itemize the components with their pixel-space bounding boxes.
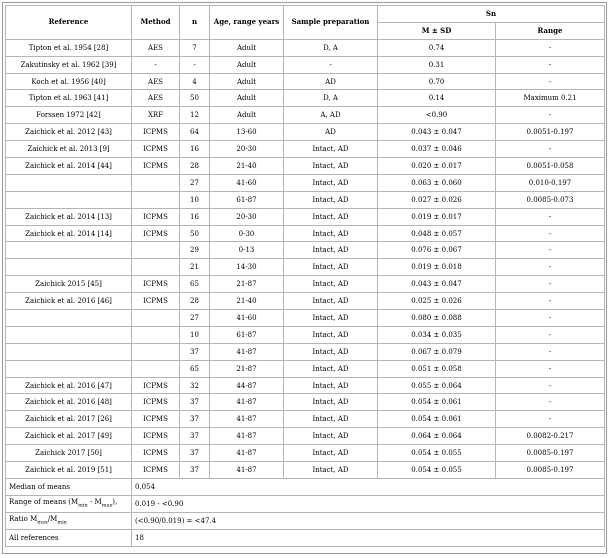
age-cell: Adult: [210, 107, 284, 124]
table-row: [6, 141, 605, 158]
range-cell: -: [496, 360, 605, 377]
summary-row-range: [6, 495, 605, 512]
n-cell: 27: [180, 174, 210, 191]
range-cell: 0.0051-0.058: [496, 158, 605, 175]
range-cell: -: [496, 56, 605, 73]
reference-cell: [6, 242, 132, 259]
sample-cell: Intact, AD: [284, 242, 378, 259]
table-row: [6, 428, 605, 445]
age-cell: 20-30: [210, 141, 284, 158]
header-row-1: [6, 6, 605, 23]
sample-cell: -: [284, 56, 378, 73]
n-cell: 28: [180, 293, 210, 310]
range-cell: Maximum 0.21: [496, 90, 605, 107]
col-header-n: n: [180, 6, 210, 40]
method-cell: AES: [132, 39, 180, 56]
label-part: - M: [87, 498, 102, 507]
n-cell: -: [180, 56, 210, 73]
method-cell: ICPMS: [132, 411, 180, 428]
mean-sd-cell: 0.043 ± 0.047: [378, 276, 496, 293]
reference-cell: Zaichick et al. 2017 [49]: [6, 428, 132, 445]
age-cell: 13-60: [210, 124, 284, 141]
col-header-reference: Reference: [6, 6, 132, 40]
label-subscript: max: [37, 519, 48, 526]
method-cell: [132, 326, 180, 343]
method-cell: ICPMS: [132, 276, 180, 293]
sample-cell: Intact, AD: [284, 276, 378, 293]
table-row: [6, 394, 605, 411]
range-cell: 0.0085-0.073: [496, 191, 605, 208]
age-cell: Adult: [210, 56, 284, 73]
mean-sd-cell: 0.067 ± 0.079: [378, 343, 496, 360]
sample-cell: Intact, AD: [284, 208, 378, 225]
col-header-element: Sn: [378, 6, 605, 23]
age-cell: 61-87: [210, 326, 284, 343]
range-cell: -: [496, 141, 605, 158]
age-cell: 0-13: [210, 242, 284, 259]
age-cell: 21-40: [210, 293, 284, 310]
age-cell: 41-60: [210, 174, 284, 191]
age-cell: Adult: [210, 39, 284, 56]
n-cell: 21: [180, 259, 210, 276]
reference-cell: Zaichick et al. 2014 [14]: [6, 225, 132, 242]
sample-cell: AD: [284, 73, 378, 90]
table-row: [6, 39, 605, 56]
range-cell: -: [496, 107, 605, 124]
sample-cell: Intact, AD: [284, 462, 378, 479]
reference-cell: Zaichick et al. 2013 [9]: [6, 141, 132, 158]
range-cell: -: [496, 259, 605, 276]
mean-sd-cell: 0.064 ± 0.064: [378, 428, 496, 445]
n-cell: 65: [180, 360, 210, 377]
mean-sd-cell: 0.019 ± 0.018: [378, 259, 496, 276]
mean-sd-cell: 0.027 ± 0.026: [378, 191, 496, 208]
table-row: [6, 90, 605, 107]
n-cell: 10: [180, 191, 210, 208]
reference-cell: Tipton et al. 1963 [41]: [6, 90, 132, 107]
range-cell: 0.0051-0.197: [496, 124, 605, 141]
reference-cell: Zaichick et al. 2012 [43]: [6, 124, 132, 141]
method-cell: ICPMS: [132, 377, 180, 394]
col-header-sample: Sample preparation: [284, 6, 378, 40]
sample-cell: Intact, AD: [284, 394, 378, 411]
range-cell: -: [496, 242, 605, 259]
age-cell: 21-87: [210, 276, 284, 293]
summary-row-ratio: [6, 512, 605, 529]
table-row: [6, 225, 605, 242]
n-cell: 7: [180, 39, 210, 56]
summary-label: [6, 512, 132, 529]
reference-cell: Zaichick et al. 2016 [47]: [6, 377, 132, 394]
mean-sd-cell: 0.025 ± 0.026: [378, 293, 496, 310]
reference-cell: Zaichick et al. 2017 [26]: [6, 411, 132, 428]
sample-cell: Intact, AD: [284, 411, 378, 428]
age-cell: 41-87: [210, 394, 284, 411]
table-row: [6, 107, 605, 124]
n-cell: 64: [180, 124, 210, 141]
table-body: [6, 39, 605, 478]
summary-body: [6, 478, 605, 546]
method-cell: ICPMS: [132, 462, 180, 479]
method-cell: [132, 360, 180, 377]
range-cell: 0.0085-0.197: [496, 462, 605, 479]
n-cell: 50: [180, 225, 210, 242]
summary-row-all: [6, 529, 605, 546]
range-cell: -: [496, 343, 605, 360]
reference-cell: Zaichick et al. 2014 [13]: [6, 208, 132, 225]
age-cell: 41-87: [210, 343, 284, 360]
reference-cell: Koch et al. 1956 [40]: [6, 73, 132, 90]
n-cell: 37: [180, 428, 210, 445]
mean-sd-cell: 0.055 ± 0.064: [378, 377, 496, 394]
reference-cell: [6, 326, 132, 343]
table-row: [6, 242, 605, 259]
age-cell: Adult: [210, 90, 284, 107]
range-cell: 0.0085-0.197: [496, 445, 605, 462]
n-cell: 37: [180, 394, 210, 411]
col-header-method: Method: [132, 6, 180, 40]
range-cell: -: [496, 225, 605, 242]
sample-cell: Intact, AD: [284, 343, 378, 360]
mean-sd-cell: 0.74: [378, 39, 496, 56]
mean-sd-cell: 0.054 ± 0.055: [378, 445, 496, 462]
age-cell: 41-87: [210, 411, 284, 428]
summary-label: Median of means: [6, 478, 132, 495]
range-cell: -: [496, 394, 605, 411]
method-cell: -: [132, 56, 180, 73]
age-cell: 61-87: [210, 191, 284, 208]
sample-cell: Intact, AD: [284, 377, 378, 394]
range-cell: 0.010-0.197: [496, 174, 605, 191]
n-cell: 37: [180, 462, 210, 479]
age-cell: 41-87: [210, 445, 284, 462]
method-cell: ICPMS: [132, 124, 180, 141]
range-cell: -: [496, 326, 605, 343]
summary-value: (<0.90/0.019) = <47.4: [132, 512, 605, 529]
mean-sd-cell: 0.037 ± 0.046: [378, 141, 496, 158]
n-cell: 65: [180, 276, 210, 293]
table-row: [6, 445, 605, 462]
sample-cell: AD: [284, 124, 378, 141]
table-row: [6, 377, 605, 394]
n-cell: 4: [180, 73, 210, 90]
range-cell: -: [496, 411, 605, 428]
n-cell: 37: [180, 445, 210, 462]
range-cell: -: [496, 310, 605, 327]
label-part: /M: [47, 514, 58, 523]
sample-cell: Intact, AD: [284, 293, 378, 310]
range-cell: -: [496, 39, 605, 56]
method-cell: ICPMS: [132, 225, 180, 242]
table-row: [6, 360, 605, 377]
table-row: [6, 343, 605, 360]
age-cell: Adult: [210, 73, 284, 90]
n-cell: 10: [180, 326, 210, 343]
mean-sd-cell: 0.054 ± 0.055: [378, 462, 496, 479]
table-row: [6, 191, 605, 208]
summary-value: 0.054: [132, 478, 605, 495]
method-cell: [132, 242, 180, 259]
mean-sd-cell: <0.90: [378, 107, 496, 124]
mean-sd-cell: 0.054 ± 0.061: [378, 411, 496, 428]
summary-value: 0.019 - <0.90: [132, 495, 605, 512]
reference-cell: [6, 360, 132, 377]
sample-cell: D, A: [284, 90, 378, 107]
sample-cell: D, A: [284, 39, 378, 56]
mean-sd-cell: 0.063 ± 0.060: [378, 174, 496, 191]
age-cell: 41-87: [210, 428, 284, 445]
method-cell: AES: [132, 73, 180, 90]
sample-cell: Intact, AD: [284, 174, 378, 191]
n-cell: 27: [180, 310, 210, 327]
sample-cell: Intact, AD: [284, 360, 378, 377]
n-cell: 37: [180, 343, 210, 360]
reference-cell: [6, 259, 132, 276]
method-cell: [132, 174, 180, 191]
table-row: [6, 293, 605, 310]
reference-cell: Zakutinsky et al. 1962 [39]: [6, 56, 132, 73]
mean-sd-cell: 0.019 ± 0.017: [378, 208, 496, 225]
table-row: [6, 56, 605, 73]
range-cell: -: [496, 73, 605, 90]
reference-cell: Zaichick et al. 2016 [48]: [6, 394, 132, 411]
method-cell: ICPMS: [132, 428, 180, 445]
mean-sd-cell: 0.051 ± 0.058: [378, 360, 496, 377]
summary-row-median: [6, 478, 605, 495]
sample-cell: Intact, AD: [284, 158, 378, 175]
sample-cell: Intact, AD: [284, 225, 378, 242]
method-cell: [132, 191, 180, 208]
age-cell: 0-30: [210, 225, 284, 242]
mean-sd-cell: 0.70: [378, 73, 496, 90]
summary-label: [6, 495, 132, 512]
range-cell: -: [496, 276, 605, 293]
reference-cell: [6, 310, 132, 327]
col-header-range: Range: [496, 22, 605, 39]
range-cell: -: [496, 377, 605, 394]
n-cell: 37: [180, 411, 210, 428]
age-cell: 41-87: [210, 462, 284, 479]
n-cell: 50: [180, 90, 210, 107]
method-cell: ICPMS: [132, 445, 180, 462]
sample-cell: Intact, AD: [284, 259, 378, 276]
age-cell: 14-30: [210, 259, 284, 276]
mean-sd-cell: 0.14: [378, 90, 496, 107]
mean-sd-cell: 0.043 ± 0.047: [378, 124, 496, 141]
n-cell: 32: [180, 377, 210, 394]
n-cell: 12: [180, 107, 210, 124]
age-cell: 21-40: [210, 158, 284, 175]
label-part: Ratio M: [9, 514, 38, 523]
summary-value: 18: [132, 529, 605, 546]
method-cell: [132, 310, 180, 327]
sample-cell: Intact, AD: [284, 310, 378, 327]
label-part: ),: [112, 498, 118, 507]
tin-content-table: [5, 5, 605, 547]
label-subscript: max: [101, 502, 113, 509]
reference-cell: Zaichick et al. 2016 [46]: [6, 293, 132, 310]
method-cell: XRF: [132, 107, 180, 124]
n-cell: 16: [180, 208, 210, 225]
range-cell: 0.0082-0.217: [496, 428, 605, 445]
mean-sd-cell: 0.034 ± 0.035: [378, 326, 496, 343]
table-row: [6, 124, 605, 141]
col-header-msd: M ± SD: [378, 22, 496, 39]
table-row: [6, 174, 605, 191]
table-row: [6, 326, 605, 343]
reference-cell: Tipton et al. 1954 [28]: [6, 39, 132, 56]
sample-cell: A, AD: [284, 107, 378, 124]
method-cell: ICPMS: [132, 208, 180, 225]
method-cell: [132, 343, 180, 360]
reference-cell: Forssen 1972 [42]: [6, 107, 132, 124]
reference-cell: [6, 343, 132, 360]
sample-cell: Intact, AD: [284, 191, 378, 208]
age-cell: 20-30: [210, 208, 284, 225]
method-cell: [132, 259, 180, 276]
table-row: [6, 276, 605, 293]
method-cell: AES: [132, 90, 180, 107]
age-cell: 44-87: [210, 377, 284, 394]
table-row: [6, 310, 605, 327]
summary-label: All references: [6, 529, 132, 546]
col-header-age: Age, range years: [210, 6, 284, 40]
sample-cell: Intact, AD: [284, 326, 378, 343]
mean-sd-cell: 0.080 ± 0.088: [378, 310, 496, 327]
label-subscript: min: [57, 519, 67, 526]
reference-cell: Zaichick 2017 [50]: [6, 445, 132, 462]
mean-sd-cell: 0.054 ± 0.061: [378, 394, 496, 411]
table-row: [6, 158, 605, 175]
method-cell: ICPMS: [132, 293, 180, 310]
n-cell: 29: [180, 242, 210, 259]
method-cell: ICPMS: [132, 141, 180, 158]
n-cell: 28: [180, 158, 210, 175]
table-row: [6, 462, 605, 479]
reference-cell: [6, 174, 132, 191]
range-cell: -: [496, 293, 605, 310]
sample-cell: Intact, AD: [284, 428, 378, 445]
label-part: Range of means (M: [9, 498, 79, 507]
age-cell: 41-60: [210, 310, 284, 327]
label-subscript: min: [78, 502, 88, 509]
mean-sd-cell: 0.31: [378, 56, 496, 73]
mean-sd-cell: 0.048 ± 0.057: [378, 225, 496, 242]
sample-cell: Intact, AD: [284, 445, 378, 462]
table-row: [6, 411, 605, 428]
reference-cell: [6, 191, 132, 208]
age-cell: 21-87: [210, 360, 284, 377]
range-cell: -: [496, 208, 605, 225]
method-cell: ICPMS: [132, 394, 180, 411]
reference-cell: Zaichick 2015 [45]: [6, 276, 132, 293]
sample-cell: Intact, AD: [284, 141, 378, 158]
reference-cell: Zaichick et al. 2014 [44]: [6, 158, 132, 175]
method-cell: ICPMS: [132, 158, 180, 175]
table-row: [6, 208, 605, 225]
table-frame: [2, 2, 607, 554]
n-cell: 16: [180, 141, 210, 158]
table-row: [6, 259, 605, 276]
reference-cell: Zaichick et al. 2019 [51]: [6, 462, 132, 479]
mean-sd-cell: 0.076 ± 0.067: [378, 242, 496, 259]
mean-sd-cell: 0.020 ± 0.017: [378, 158, 496, 175]
table-row: [6, 73, 605, 90]
